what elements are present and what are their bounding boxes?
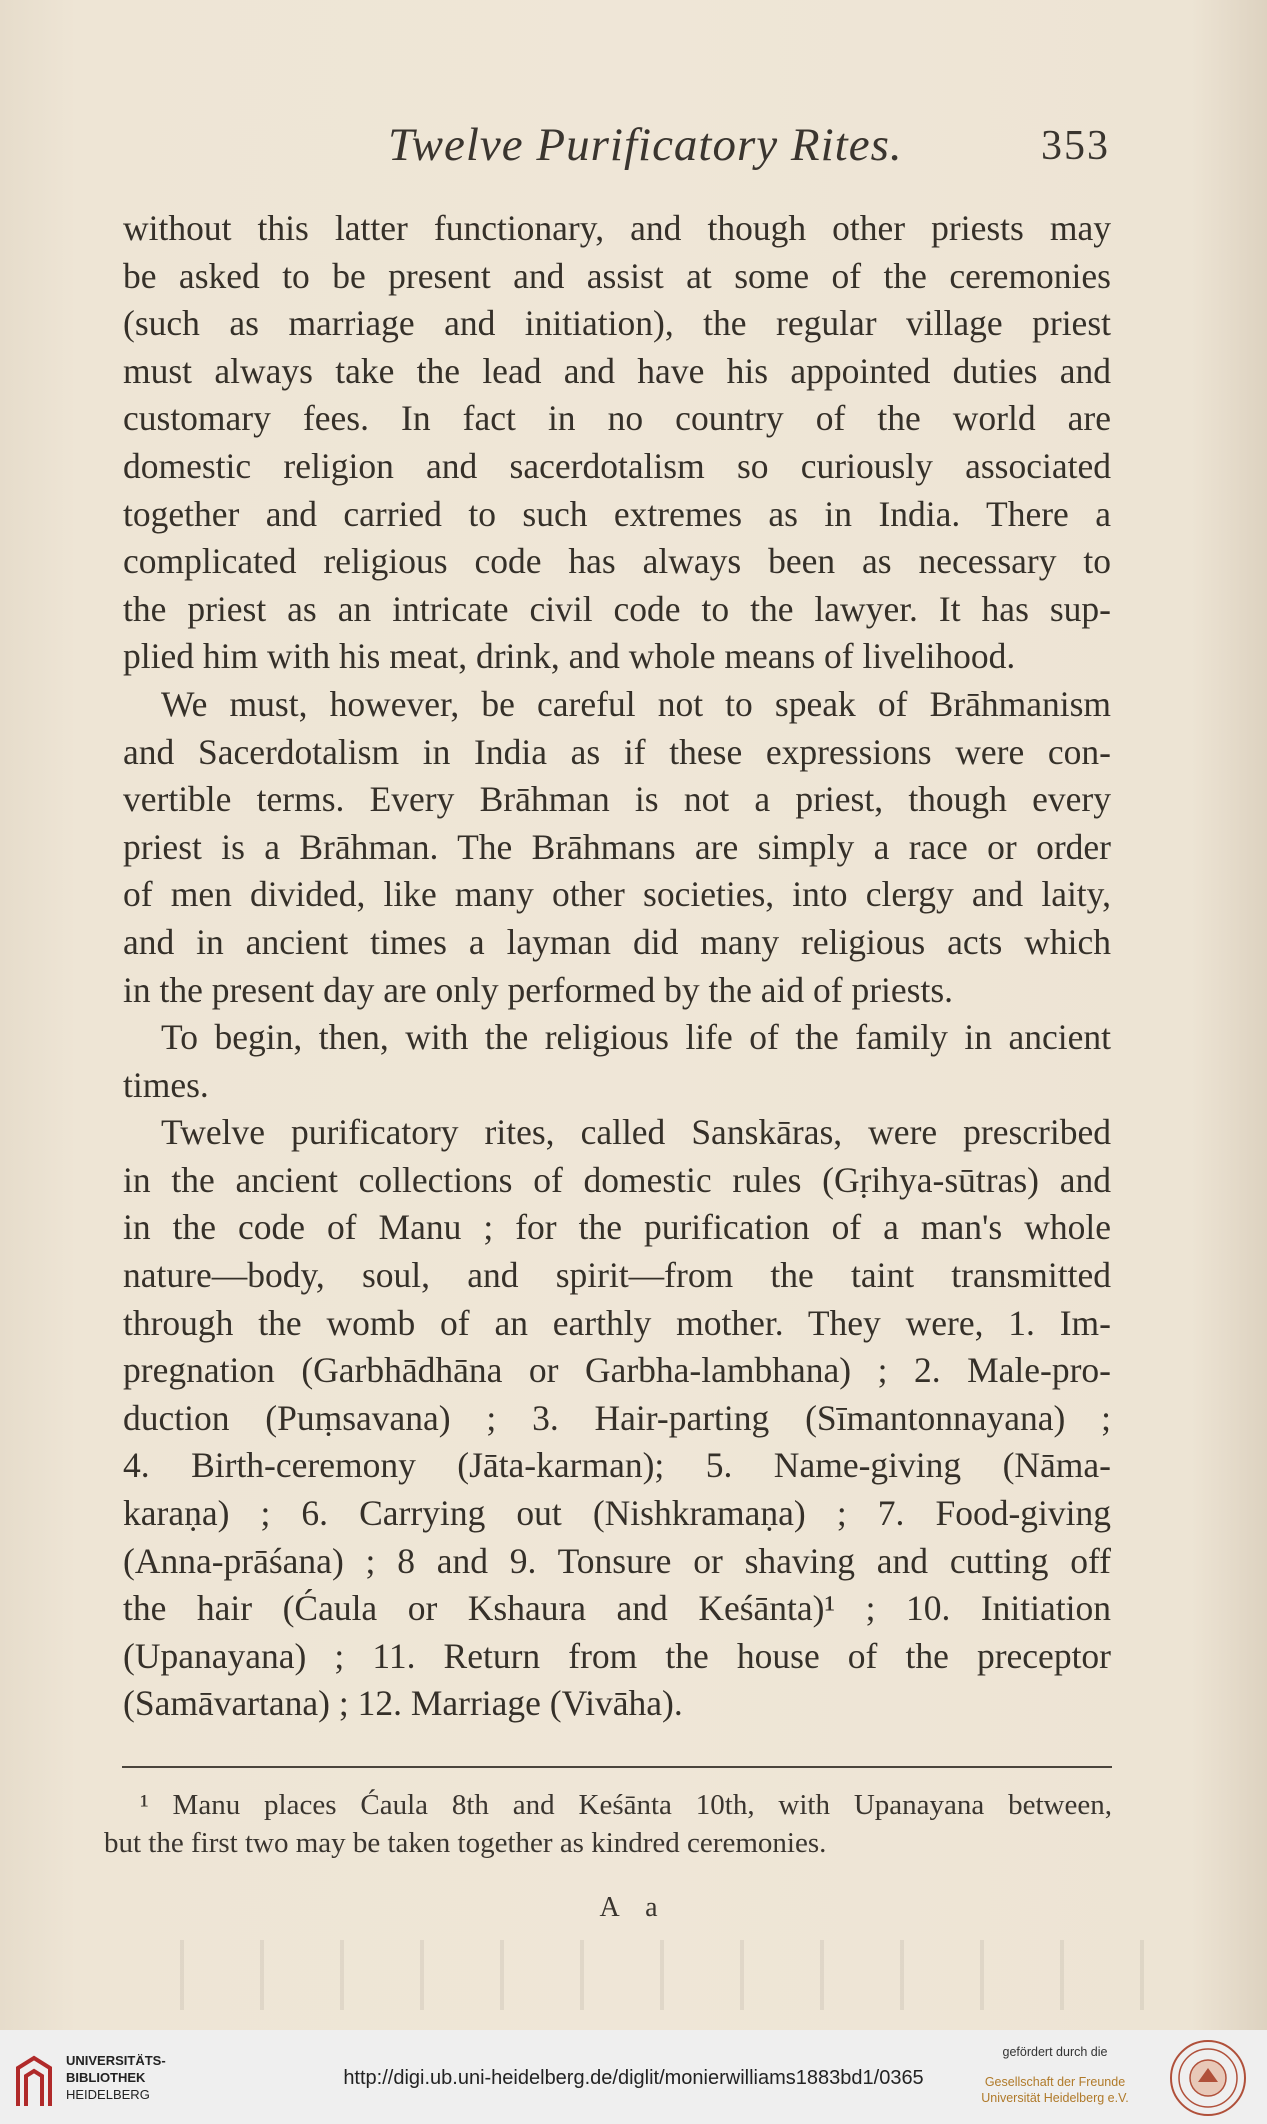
sponsor-block [966,2044,1144,2106]
text-line: 4. Birth-ceremony (Jāta-karman); 5. Name-giving (Nāma- [123,1445,1111,1486]
text-line: must always take the lead and have his appointed duties and [123,350,1111,391]
text-line: (Samāvartana) ; 12. Marriage (Vivāha). [123,1683,683,1724]
text-line: To begin, then, with the religious life of the family in ancient [161,1017,1111,1058]
text-line: plied him with his meat, drink, and whole means of livelihood. [123,636,1016,677]
text-line: duction (Puṃsavana) ; 3. Hair-parting (Sīmantonnayana) ; [123,1397,1111,1438]
text-line: pregnation (Garbhādhāna or Garbha-lambhana) ; 2. Male-pro- [123,1350,1111,1391]
page-number: 353 [1041,123,1110,169]
text-line: domestic religion and sacerdotalism so curiously associated [123,445,1111,486]
footnote-line: ¹ Manu places Ćaula 8th and Keśānta 10th, with Upanayana between, [140,1789,1112,1821]
text-line: Twelve purificatory rites, called Sanskāras, were prescribed [161,1112,1111,1153]
text-line: complicated religious code has always been as necessary to [123,541,1111,582]
text-line: without this latter functionary, and though other priests may [123,208,1111,248]
library-name-line-2: BIBLIOTHEK [66,2070,146,2085]
permalink-url[interactable]: http://digi.ub.uni-heidelberg.de/diglit/monierwilliams1883bd1/0365 [343,2067,924,2089]
library-name-line-3: HEIDELBERG [66,2087,150,2102]
footnote [104,1786,1112,1862]
text-line: times. [123,1064,209,1105]
text-line: and Sacerdotalism in India as if these expressions were con- [123,731,1111,772]
text-line: priest is a Brāhman. The Brāhmans are simply a race or order [123,826,1111,867]
text-line: (Anna-prāśana) ; 8 and 9. Tonsure or shaving and cutting off [123,1540,1111,1581]
text-line: of men divided, like many other societies, into clergy and laity, [123,874,1111,915]
text-line: in the ancient collections of domestic rules (Gṛihya-sūtras) and [123,1159,1111,1200]
library-name-line-1: UNIVERSITÄTS- [66,2053,166,2068]
sponsor-line-2: Universität Heidelberg e.V. [981,2091,1129,2105]
footnote-rule [122,1766,1112,1768]
running-title: Twelve Purificatory Rites. [388,119,903,171]
text-line: the priest as an intricate civil code to the lawyer. It has sup- [123,588,1111,629]
text-line: vertible terms. Every Brāhman is not a priest, though every [123,779,1111,820]
text-line: in the present day are only performed by the aid of priests. [123,969,954,1010]
body-text [123,205,1111,1728]
text-line: be asked to be present and assist at some of the ceremonies [123,255,1111,296]
text-line: the hair (Ćaula or Kshaura and Keśānta)¹ ; 10. Initiation [123,1588,1111,1629]
text-line: (such as marriage and initiation), the regular village priest [123,303,1111,344]
signature-mark: A a [599,1892,668,1923]
digitization-footer [0,2030,1267,2124]
text-line: nature—body, soul, and spirit—from the taint transmitted [123,1255,1111,1296]
sponsor-label: gefördert durch die [1002,2045,1108,2059]
sponsor-line-1: Gesellschaft der Freunde [984,2075,1126,2089]
text-line: together and carried to such extremes as in India. There a [123,493,1111,534]
text-line: through the womb of an earthly mother. They were, 1. Im- [123,1302,1111,1343]
footnote-line: but the first two may be taken together as kindred ceremonies. [104,1827,827,1859]
text-line: in the code of Manu ; for the purification of a man's whole [123,1207,1111,1248]
university-seal [1168,2038,1248,2118]
text-line: We must, however, be careful not to speak of Brāhmanism [161,683,1111,724]
text-line: customary fees. In fact in no country of the world are [123,398,1111,439]
text-line: karaṇa) ; 6. Carrying out (Nishkramaṇa) ; 7. Food-giving [123,1493,1111,1534]
text-line: (Upanayana) ; 11. Return from the house of the preceptor [123,1635,1111,1676]
text-line: and in ancient times a layman did many religious acts which [123,921,1111,962]
running-head [120,118,1110,178]
show-through-bleed [150,1940,1150,2010]
